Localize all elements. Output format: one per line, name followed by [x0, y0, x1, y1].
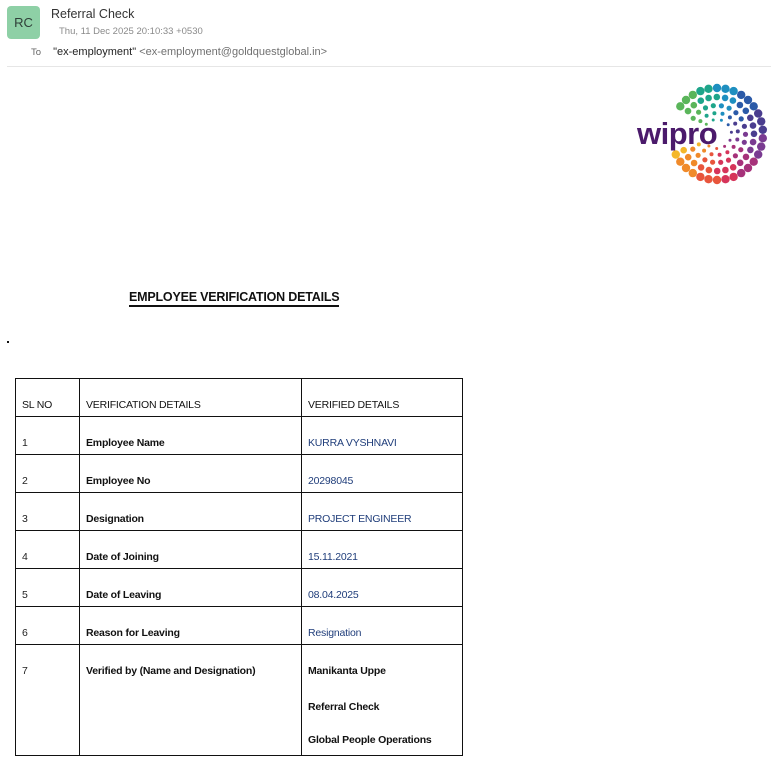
logo-dot: [747, 115, 754, 122]
logo-dot: [729, 173, 737, 181]
logo-dot: [698, 97, 705, 104]
logo-dot: [727, 123, 730, 126]
wipro-logo: [634, 82, 771, 188]
table-row: [16, 531, 463, 569]
logo-dot: [732, 145, 736, 149]
logo-dot: [689, 91, 697, 99]
document-title: EMPLOYEE VERIFICATION DETAILS: [129, 290, 339, 307]
logo-dot: [712, 111, 716, 115]
sender-avatar[interactable]: [7, 6, 40, 39]
logo-dot: [721, 112, 725, 116]
row-number: 7: [16, 645, 80, 756]
email-subject: Referral Check: [51, 7, 135, 21]
logo-dot: [733, 153, 738, 158]
verifier-row: [16, 645, 463, 756]
row-label: Date of Joining: [80, 531, 302, 569]
header-divider: [7, 66, 771, 67]
logo-dot: [750, 139, 757, 146]
logo-dot: [714, 168, 721, 175]
table-row: [16, 569, 463, 607]
row-number: 6: [16, 607, 80, 645]
logo-dot: [722, 167, 729, 174]
logo-dot: [719, 103, 724, 108]
logo-dot: [754, 150, 762, 158]
logo-dot: [730, 131, 733, 134]
logo-dot: [754, 109, 762, 117]
logo-dot: [723, 145, 726, 148]
logo-dot: [750, 158, 758, 166]
header-verification-details: VERIFICATION DETAILS: [80, 379, 302, 417]
header-sl-no: SL NO: [16, 379, 80, 417]
recipient-address[interactable]: <ex-employment@goldquestglobal.in>: [139, 46, 328, 58]
table-row: [16, 455, 463, 493]
logo-dot: [691, 102, 698, 109]
logo-dot: [725, 150, 729, 154]
logo-dot: [742, 140, 747, 145]
row-label: Employee No: [80, 455, 302, 493]
logo-dot: [737, 102, 744, 109]
verification-table: [15, 378, 463, 756]
logo-dot: [713, 84, 721, 92]
row-number: 3: [16, 493, 80, 531]
logo-dot: [696, 173, 704, 181]
logo-dot: [676, 102, 684, 110]
logo-dot: [728, 115, 732, 119]
row-value: 20298045: [302, 455, 463, 493]
logo-dot: [750, 102, 758, 110]
logo-dot: [702, 157, 707, 162]
logo-dot: [718, 153, 722, 157]
logo-dot: [696, 110, 701, 115]
to-label: To: [31, 47, 42, 58]
logo-dot: [750, 122, 757, 129]
logo-dot: [759, 134, 767, 142]
logo-dot: [714, 94, 721, 101]
logo-dot: [730, 97, 737, 104]
logo-dot: [703, 105, 708, 110]
table-row: [16, 417, 463, 455]
logo-dot: [757, 117, 765, 125]
logo-dot: [759, 126, 767, 134]
logo-dot: [685, 108, 692, 115]
row-number: 2: [16, 455, 80, 493]
logo-dot: [711, 103, 716, 108]
logo-dot: [735, 138, 739, 142]
logo-dot: [729, 139, 732, 142]
logo-dot: [726, 158, 731, 163]
recipient-name[interactable]: "ex-employment": [53, 46, 137, 58]
row-number: 5: [16, 569, 80, 607]
logo-dot: [721, 175, 729, 183]
logo-dot: [698, 164, 705, 171]
logo-dot: [736, 129, 740, 133]
row-value: Resignation: [302, 607, 463, 645]
logo-dot: [704, 175, 712, 183]
verifier-details: [302, 645, 463, 756]
logo-dot: [727, 106, 732, 111]
logo-dot: [743, 132, 748, 137]
logo-dot: [705, 95, 712, 102]
logo-dot: [733, 110, 738, 115]
logo-dot: [713, 176, 721, 184]
logo-dot: [689, 169, 697, 177]
row-label: Designation: [80, 493, 302, 531]
logo-dot: [710, 160, 715, 165]
logo-dot: [747, 147, 754, 154]
logo-dot: [685, 154, 692, 161]
logo-dot: [737, 169, 745, 177]
row-number: 1: [16, 417, 80, 455]
logo-dot: [742, 124, 747, 129]
logo-dot: [721, 85, 729, 93]
logo-dot: [722, 95, 729, 102]
logo-dot: [733, 122, 737, 126]
logo-dot: [729, 87, 737, 95]
logo-dot: [691, 160, 698, 167]
table-header-row: [16, 379, 463, 417]
logo-dot: [757, 142, 765, 150]
logo-dot: [682, 164, 690, 172]
table-row: [16, 607, 463, 645]
logo-dot: [737, 160, 744, 167]
row-value: KURRA VYSHNAVI: [302, 417, 463, 455]
header-verified-details: VERIFIED DETAILS: [302, 379, 463, 417]
table-row: [16, 493, 463, 531]
logo-dot: [751, 131, 758, 138]
logo-dot: [676, 158, 684, 166]
logo-dot: [737, 91, 745, 99]
logo-dot: [696, 87, 704, 95]
verifier-name: Manikanta Uppe: [308, 665, 386, 677]
logo-dot: [718, 160, 723, 165]
row-label: Verified by (Name and Designation): [80, 645, 302, 756]
logo-wordmark: wipro: [637, 116, 718, 151]
logo-dot: [738, 147, 743, 152]
email-date: Thu, 11 Dec 2025 20:10:33 +0530: [59, 26, 203, 37]
row-value: 15.11.2021: [302, 531, 463, 569]
verifier-role: Referral Check: [308, 701, 380, 713]
row-label: Date of Leaving: [80, 569, 302, 607]
row-label: Reason for Leaving: [80, 607, 302, 645]
logo-dot: [730, 164, 737, 171]
row-label: Employee Name: [80, 417, 302, 455]
verifier-department: Global People Operations: [308, 734, 432, 746]
logo-dot: [743, 154, 750, 161]
row-number: 4: [16, 531, 80, 569]
logo-dot: [720, 119, 723, 122]
logo-dot: [710, 152, 714, 156]
recipient-row: [31, 46, 327, 58]
logo-dot: [682, 96, 690, 104]
logo-dot: [696, 153, 701, 158]
logo-dot: [706, 167, 713, 174]
logo-dot: [672, 150, 680, 158]
logo-dot: [744, 96, 752, 104]
row-value: 08.04.2025: [302, 569, 463, 607]
logo-dot: [739, 116, 744, 121]
row-value: PROJECT ENGINEER: [302, 493, 463, 531]
logo-dot: [743, 108, 750, 115]
avatar-initials: RC: [14, 15, 33, 30]
logo-dot: [744, 164, 752, 172]
logo-dot: [704, 85, 712, 93]
stray-dot: [7, 341, 9, 343]
